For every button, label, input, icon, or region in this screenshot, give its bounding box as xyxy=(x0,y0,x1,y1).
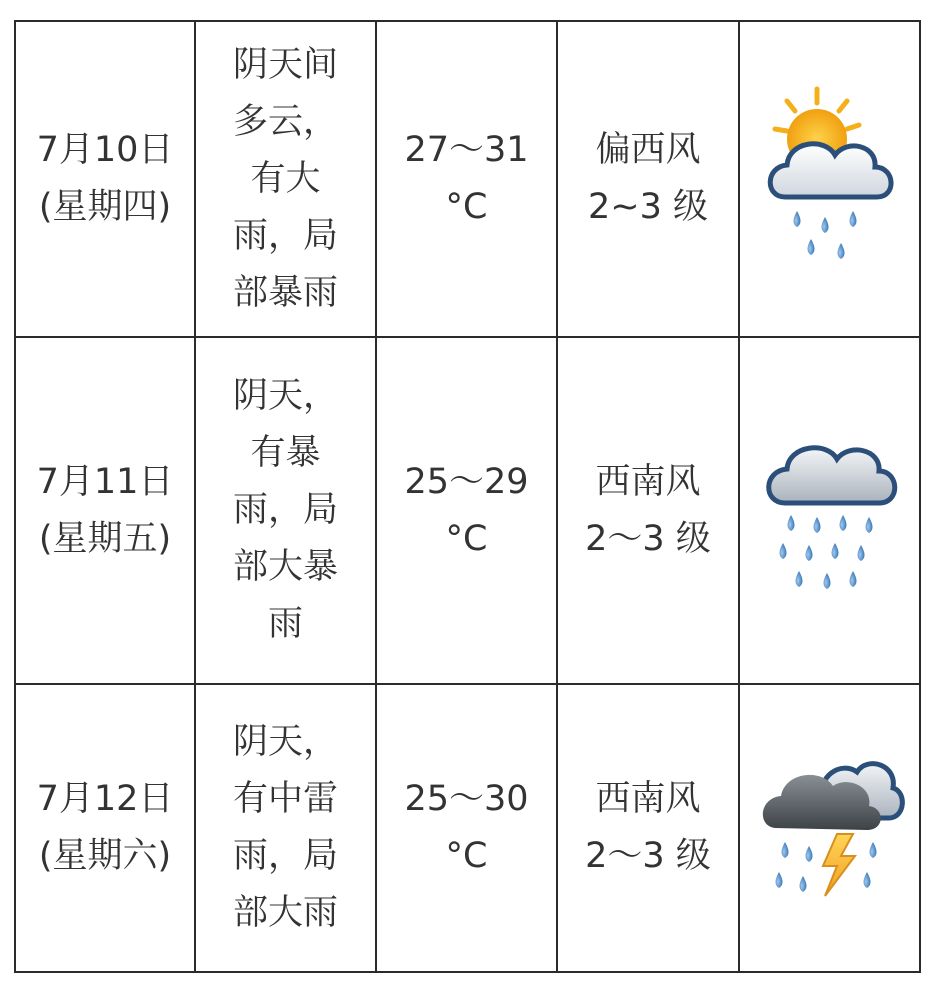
weather-line: 有大 xyxy=(250,158,321,199)
table-row xyxy=(15,684,920,972)
temperature-cell xyxy=(376,337,557,684)
weekday-text: (星期五) xyxy=(38,518,172,559)
wind-direction: 西南风 xyxy=(595,461,701,502)
temperature-cell xyxy=(376,684,557,972)
weather-line: 部大雨 xyxy=(232,893,338,933)
weather-line: 阴天， xyxy=(232,722,338,762)
temperature-unit: °C xyxy=(445,836,488,876)
weather-line: 阴天， xyxy=(232,376,338,416)
date-text: 7月10日 xyxy=(36,130,174,170)
wind-cell xyxy=(557,337,739,684)
date-cell xyxy=(15,337,195,684)
thunderstorm-icon xyxy=(755,738,905,918)
weather-line: 有中雷 xyxy=(232,779,338,819)
wind-level: 2~3 级 xyxy=(588,187,708,227)
weather-line: 部大暴 xyxy=(232,547,338,587)
weather-line: 雨，局 xyxy=(232,215,338,256)
weather-line: 有暴 xyxy=(250,433,321,473)
wind-direction: 偏西风 xyxy=(595,130,701,170)
temperature-unit: °C xyxy=(445,187,488,227)
date-cell xyxy=(15,21,195,337)
wind-cell xyxy=(557,21,739,337)
partly-cloudy-rain-icon xyxy=(755,79,905,279)
weather-line: 雨 xyxy=(267,604,303,644)
date-cell xyxy=(15,684,195,972)
wind-direction: 西南风 xyxy=(595,779,701,819)
icon-cell xyxy=(739,337,920,684)
icon-cell xyxy=(739,684,920,972)
temperature-range: 27～31 xyxy=(404,130,529,170)
weather-cell xyxy=(195,21,376,337)
weekday-text: (星期四) xyxy=(38,187,172,227)
table-row xyxy=(15,337,920,684)
wind-level: 2～3 级 xyxy=(585,836,711,876)
heavy-rain-icon xyxy=(755,411,905,611)
forecast-table xyxy=(14,20,921,973)
temperature-unit: °C xyxy=(445,518,488,559)
temperature-range: 25～30 xyxy=(404,779,529,819)
weather-line: 雨，局 xyxy=(232,490,338,530)
temperature-range: 25～29 xyxy=(404,461,529,502)
weather-line: 雨，局 xyxy=(232,836,338,876)
temperature-cell xyxy=(376,21,557,337)
weather-line: 阴天间 xyxy=(232,44,338,85)
wind-level: 2～3 级 xyxy=(585,518,711,559)
weather-line: 多云， xyxy=(232,101,338,142)
icon-cell xyxy=(739,21,920,337)
weather-line: 部暴雨 xyxy=(232,272,338,313)
date-text: 7月12日 xyxy=(36,779,174,819)
weekday-text: (星期六) xyxy=(38,836,172,876)
wind-cell xyxy=(557,684,739,972)
weather-cell xyxy=(195,684,376,972)
table-row xyxy=(15,21,920,337)
weather-cell xyxy=(195,337,376,684)
date-text: 7月11日 xyxy=(36,461,174,502)
